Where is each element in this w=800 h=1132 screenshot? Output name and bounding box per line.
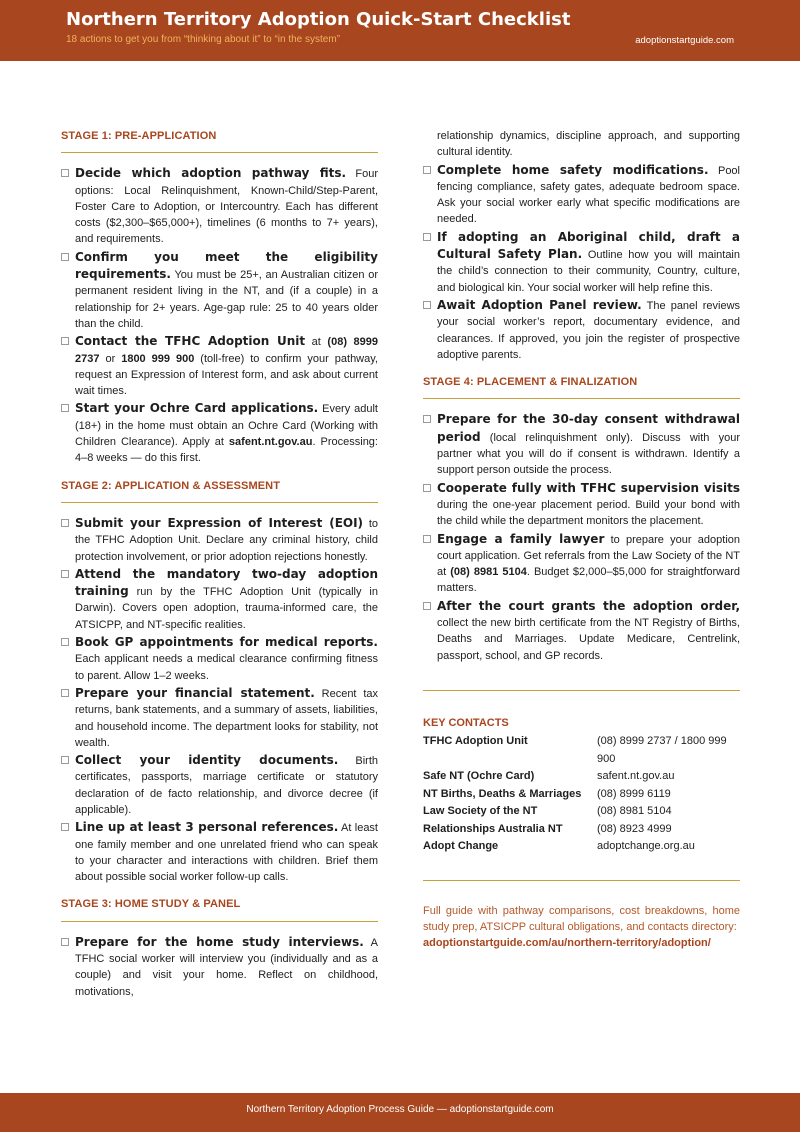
checkbox-icon[interactable] (423, 535, 431, 543)
contact-row: Relationships Australia NT (08) 8923 4999 (423, 822, 672, 835)
footer-text: Northern Territory Adoption Process Guide — adoptionstartguide.com (246, 1104, 554, 1115)
full-guide-note: Full guide with pathway comparisons, cost breakdowns, home study prep, ATSICPP cultural obligations, and contacts directory: adoptionstartguide.com/au/northern-territory/adoption/ (423, 904, 740, 950)
checkbox-icon[interactable] (423, 233, 431, 241)
checkbox-icon[interactable] (423, 602, 431, 610)
checklist-item: Contact the TFHC Adoption Unit at (08) 8999 2737 or 1800 999 900 (toll-free) to confirm your pathway, request an Expression of Interest form, and ask about current wait times. (61, 333, 378, 399)
stage-2-heading: STAGE 2: APPLICATION & ASSESSMENT (61, 478, 378, 503)
checklist-item: Cooperate fully with TFHC supervision visits during the one-year placement period. Build your bond with the child while the department monitors the placement. (423, 480, 740, 530)
checklist-item-continuation: relationship dynamics, discipline approach, and supporting cultural identity. (437, 130, 740, 159)
checklist-item: Prepare your financial statement. Recent tax returns, bank statements, and a summary of assets, liabilities, and household income. The department looks for stability, not wealth. (61, 685, 378, 751)
checklist-item: Book GP appointments for medical reports. Each applicant needs a medical clearance confirming fitness to parent. Allow 1–2 weeks. (61, 634, 378, 684)
divider (423, 880, 740, 881)
contact-row: TFHC Adoption Unit (08) 8999 2737 / 1800 999 900 (423, 735, 727, 765)
checklist-item: Prepare for the 30-day consent withdrawal period (local relinquishment only). Discuss with your partner what you will do if consent is withdrawn. Identify a support person outside the process. (423, 411, 740, 478)
contact-row: Adopt Change adoptchange.org.au (423, 840, 695, 853)
checklist-item: Prepare for the home study interviews. A TFHC social worker will interview you (individually and as a couple) and visit your home. Reflect on childhood, motivations, (61, 934, 378, 1000)
key-contacts-heading: KEY CONTACTS (423, 716, 509, 729)
checklist-item: If adopting an Aboriginal child, draft a Cultural Safety Plan. Outline how you will maintain the child’s connection to their community, Country, culture, and biological kin. Your social worker will help refine this. (423, 229, 740, 296)
checkbox-icon[interactable] (61, 169, 69, 177)
checkbox-icon[interactable] (61, 253, 69, 261)
checklist-item: Submit your Expression of Interest (EOI) to the TFHC Adoption Unit. Declare any criminal history, child protection involvement, or prior adoption rejections honestly. (61, 515, 378, 565)
checkbox-icon[interactable] (423, 301, 431, 309)
full-guide-link[interactable]: adoptionstartguide.com/au/northern-territory/adoption/ (423, 937, 711, 950)
stage-4-heading: STAGE 4: PLACEMENT & FINALIZATION (423, 374, 740, 399)
checklist-item: Start your Ochre Card applications. Every adult (18+) in the home must obtain an Ochre Card (Working with Children Clearance). Apply at safent.nt.gov.au. Processing: 4–8 weeks — do this first. (61, 400, 378, 466)
checkbox-icon[interactable] (61, 519, 69, 527)
checkbox-icon[interactable] (61, 404, 69, 412)
left-column (61, 128, 378, 1001)
page-subtitle: 18 actions to get you from “thinking about it” to “in the system” (66, 34, 341, 45)
checklist-item: After the court grants the adoption order, collect the new birth certificate from the NT Registry of Births, Deaths and Marriages. Update Medicare, Centrelink, passport, school, and GP records. (423, 598, 740, 664)
checklist-item: Confirm you meet the eligibility requirements. You must be 25+, an Australian citizen or permanent resident living in the NT, and (if a couple) in a relationship for 2+ years. Age-gap rule: 25 to 40 years older than the child. (61, 249, 378, 332)
checkbox-icon[interactable] (423, 166, 431, 174)
page-footer (0, 1093, 800, 1132)
header-site-link[interactable]: adoptionstartguide.com (635, 35, 734, 46)
contact-row: Law Society of the NT (08) 8981 5104 (423, 805, 672, 818)
stage-1-heading: STAGE 1: PRE-APPLICATION (61, 128, 378, 153)
checkbox-icon[interactable] (61, 756, 69, 764)
stage-3-heading: STAGE 3: HOME STUDY & PANEL (61, 896, 378, 921)
page-title: Northern Territory Adoption Quick-Start Checklist (66, 9, 571, 30)
contact-row: Safe NT (Ochre Card) safent.nt.gov.au (423, 770, 675, 783)
checkbox-icon[interactable] (423, 484, 431, 492)
checkbox-icon[interactable] (61, 689, 69, 697)
checkbox-icon[interactable] (61, 638, 69, 646)
checklist-item: Attend the mandatory two-day adoption training run by the TFHC Adoption Unit (typically in Darwin). Covers open adoption, trauma-informed care, the ATSICPP, and NT-specific realities. (61, 566, 378, 633)
checkbox-icon[interactable] (61, 570, 69, 578)
checklist-item: Decide which adoption pathway fits. Four options: Local Relinquishment, Known-Child/Step-Parent, Foster Care to Adoption, or Intercountry. Each has different costs ($2,300–$65,000+), timelines (6 months to 7+ years), and requirements. (61, 165, 378, 247)
contact-row: NT Births, Deaths & Marriages (08) 8999 6119 (423, 787, 671, 800)
checkbox-icon[interactable] (61, 938, 69, 946)
checkbox-icon[interactable] (423, 415, 431, 423)
checkbox-icon[interactable] (61, 823, 69, 831)
checkbox-icon[interactable] (61, 337, 69, 345)
divider (423, 690, 740, 691)
checklist-item: Line up at least 3 personal references. At least one family member and one unrelated friend who can speak to your character and interactions with children. Brief them about possible social worker follow-up calls. (61, 819, 378, 885)
checklist-item: Engage a family lawyer to prepare your adoption court application. Get referrals from the Law Society of the NT at (08) 8981 5104. Budget $2,000–$5,000 for straightforward matters. (423, 531, 740, 597)
page-header (0, 0, 800, 61)
checklist-item: Collect your identity documents. Birth certificates, passports, marriage certificate or statutory declaration of de facto relationship, and divorce decree (if applicable). (61, 752, 378, 818)
right-column (423, 128, 740, 952)
checklist-item: Complete home safety modifications. Pool fencing compliance, safety gates, adequate bedroom space. Ask your social worker early what specific modifications are needed. (423, 162, 740, 228)
checklist-item: Await Adoption Panel review. The panel reviews your social worker’s report, documentary evidence, and clearances. If approved, you join the register of prospective adoptive parents. (423, 297, 740, 363)
